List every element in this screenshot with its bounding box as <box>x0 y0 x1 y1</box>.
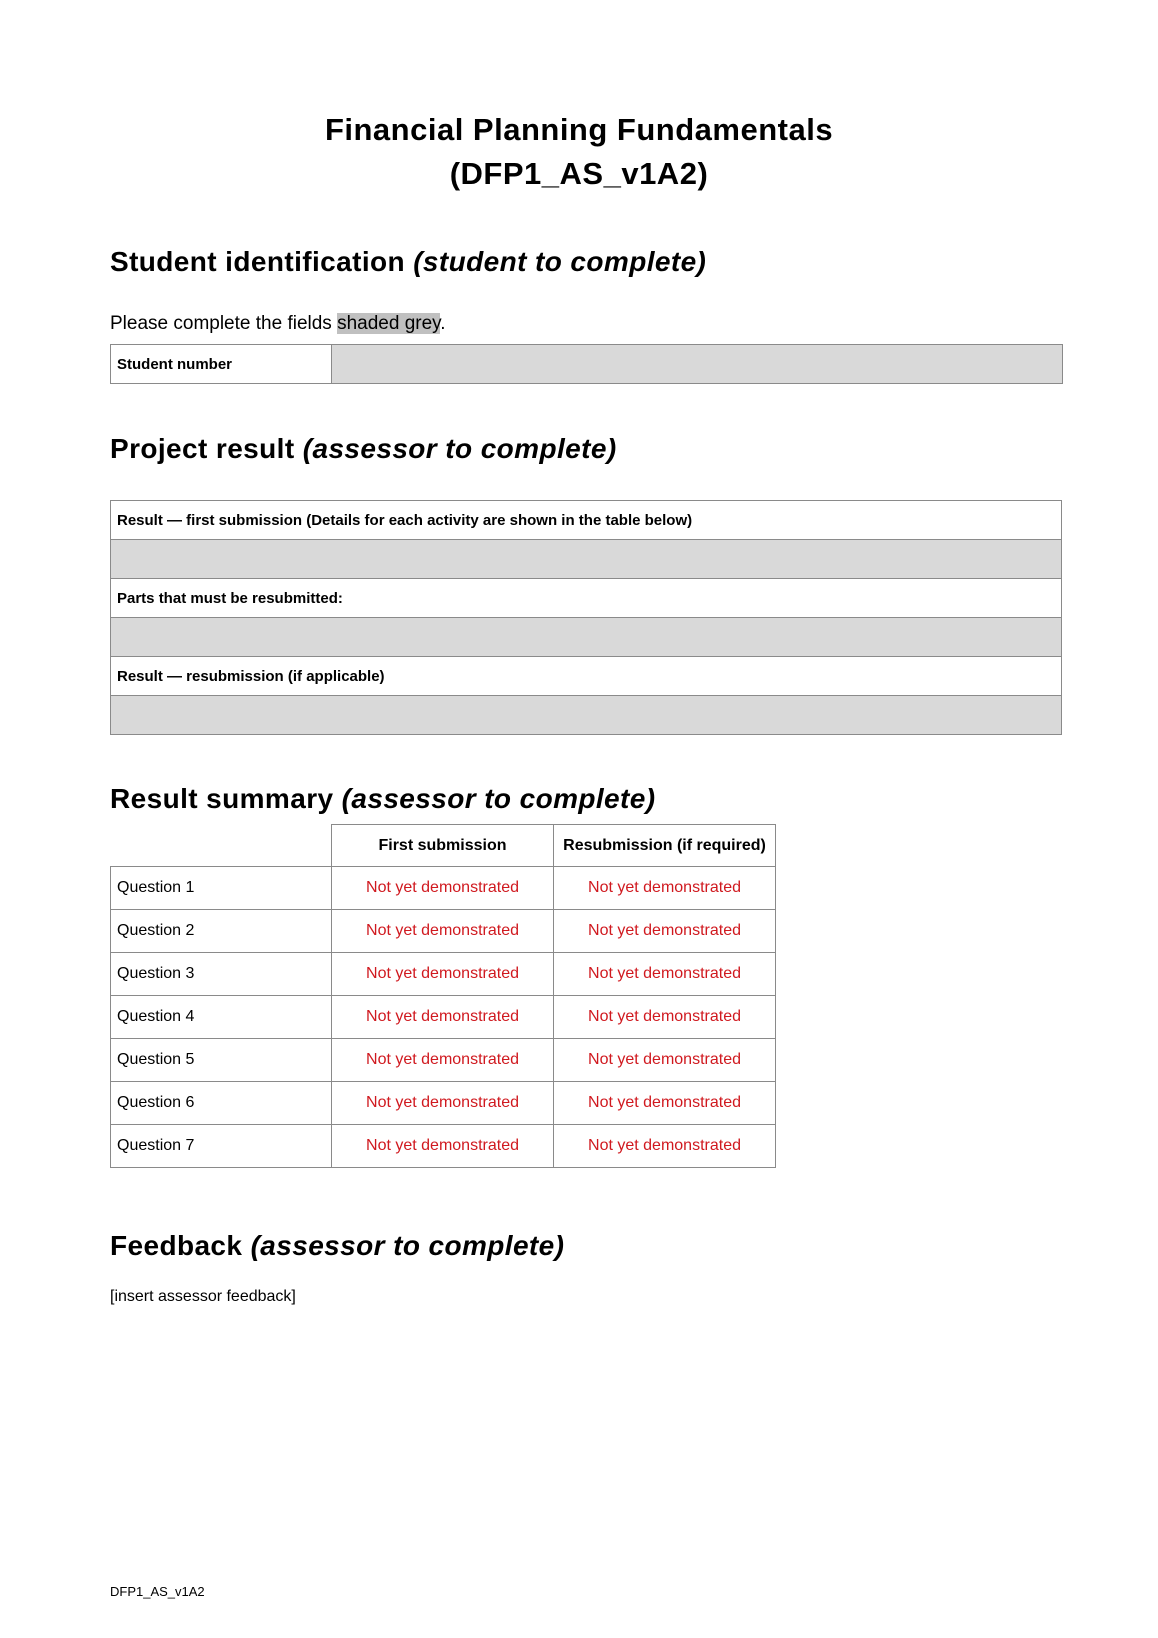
resubmit-parts-label: Parts that must be resubmitted: <box>111 579 1062 618</box>
result-first-label-row <box>111 501 1062 540</box>
student-number-label: Student number <box>111 345 332 384</box>
student-identification-heading-note: (student to complete) <box>413 246 707 277</box>
table-row <box>111 1082 776 1125</box>
first-submission-status[interactable]: Not yet demonstrated <box>332 996 554 1039</box>
project-result-heading <box>110 431 617 467</box>
result-summary-table <box>110 824 776 1168</box>
result-resubmission-field[interactable] <box>111 696 1062 735</box>
project-result-heading-text: Project result <box>110 433 295 464</box>
project-result-heading-note: (assessor to complete) <box>302 433 617 464</box>
first-submission-status[interactable]: Not yet demonstrated <box>332 953 554 996</box>
result-summary-heading <box>110 781 655 817</box>
question-label: Question 3 <box>111 953 332 996</box>
result-summary-heading-note: (assessor to complete) <box>341 783 656 814</box>
summary-header-blank <box>111 825 332 867</box>
table-row <box>111 996 776 1039</box>
student-identification-heading-text: Student identification <box>110 246 406 277</box>
first-submission-status[interactable]: Not yet demonstrated <box>332 1125 554 1168</box>
resubmission-status[interactable]: Not yet demonstrated <box>554 1039 776 1082</box>
table-row <box>111 867 776 910</box>
result-first-submission-label: Result — first submission (Details for each activity are shown in the table below) <box>111 501 1062 540</box>
summary-header-row <box>111 825 776 867</box>
student-identification-table <box>110 344 1063 384</box>
result-first-submission-field[interactable] <box>111 540 1062 579</box>
resubmission-status[interactable]: Not yet demonstrated <box>554 1125 776 1168</box>
student-number-field[interactable] <box>332 345 1063 384</box>
page-title-line-1: Financial Planning Fundamentals <box>324 112 834 147</box>
result-resubmission-value-row <box>111 696 1062 735</box>
footer-document-code: DFP1_AS_v1A2 <box>110 1584 205 1599</box>
question-label: Question 1 <box>111 867 332 910</box>
table-row <box>111 910 776 953</box>
instruction-suffix: . <box>440 313 446 334</box>
result-summary-heading-text: Result summary <box>110 783 334 814</box>
question-label: Question 5 <box>111 1039 332 1082</box>
summary-header-resubmission: Resubmission (if required) <box>554 825 776 867</box>
feedback-heading-note: (assessor to complete) <box>250 1230 565 1261</box>
result-first-value-row <box>111 540 1062 579</box>
summary-header-first-submission: First submission <box>332 825 554 867</box>
student-identification-heading <box>110 244 706 280</box>
table-row <box>111 1039 776 1082</box>
question-label: Question 4 <box>111 996 332 1039</box>
question-label: Question 6 <box>111 1082 332 1125</box>
resubmission-status[interactable]: Not yet demonstrated <box>554 910 776 953</box>
first-submission-status[interactable]: Not yet demonstrated <box>332 910 554 953</box>
student-number-row <box>111 345 1063 384</box>
feedback-placeholder[interactable]: [insert assessor feedback] <box>110 1288 296 1305</box>
resubmission-status[interactable]: Not yet demonstrated <box>554 996 776 1039</box>
first-submission-status[interactable]: Not yet demonstrated <box>332 867 554 910</box>
resubmit-parts-field[interactable] <box>111 618 1062 657</box>
feedback-heading-text: Feedback <box>110 1230 243 1261</box>
resubmission-status[interactable]: Not yet demonstrated <box>554 1082 776 1125</box>
table-row <box>111 1125 776 1168</box>
page-title-line-2: (DFP1_AS_v1A2) <box>449 156 709 191</box>
result-resubmission-label-row <box>111 657 1062 696</box>
first-submission-status[interactable]: Not yet demonstrated <box>332 1082 554 1125</box>
resubmission-status[interactable]: Not yet demonstrated <box>554 867 776 910</box>
project-result-table <box>110 500 1062 735</box>
page-title <box>0 108 1158 196</box>
resubmit-parts-label-row <box>111 579 1062 618</box>
first-submission-status[interactable]: Not yet demonstrated <box>332 1039 554 1082</box>
table-row <box>111 953 776 996</box>
question-label: Question 2 <box>111 910 332 953</box>
resubmission-status[interactable]: Not yet demonstrated <box>554 953 776 996</box>
resubmit-parts-value-row <box>111 618 1062 657</box>
result-resubmission-label: Result — resubmission (if applicable) <box>111 657 1062 696</box>
question-label: Question 7 <box>111 1125 332 1168</box>
feedback-heading <box>110 1228 564 1264</box>
instruction-prefix: Please complete the fields <box>110 313 338 334</box>
instruction-highlight: shaded grey <box>337 313 441 334</box>
instruction-text <box>110 311 446 337</box>
